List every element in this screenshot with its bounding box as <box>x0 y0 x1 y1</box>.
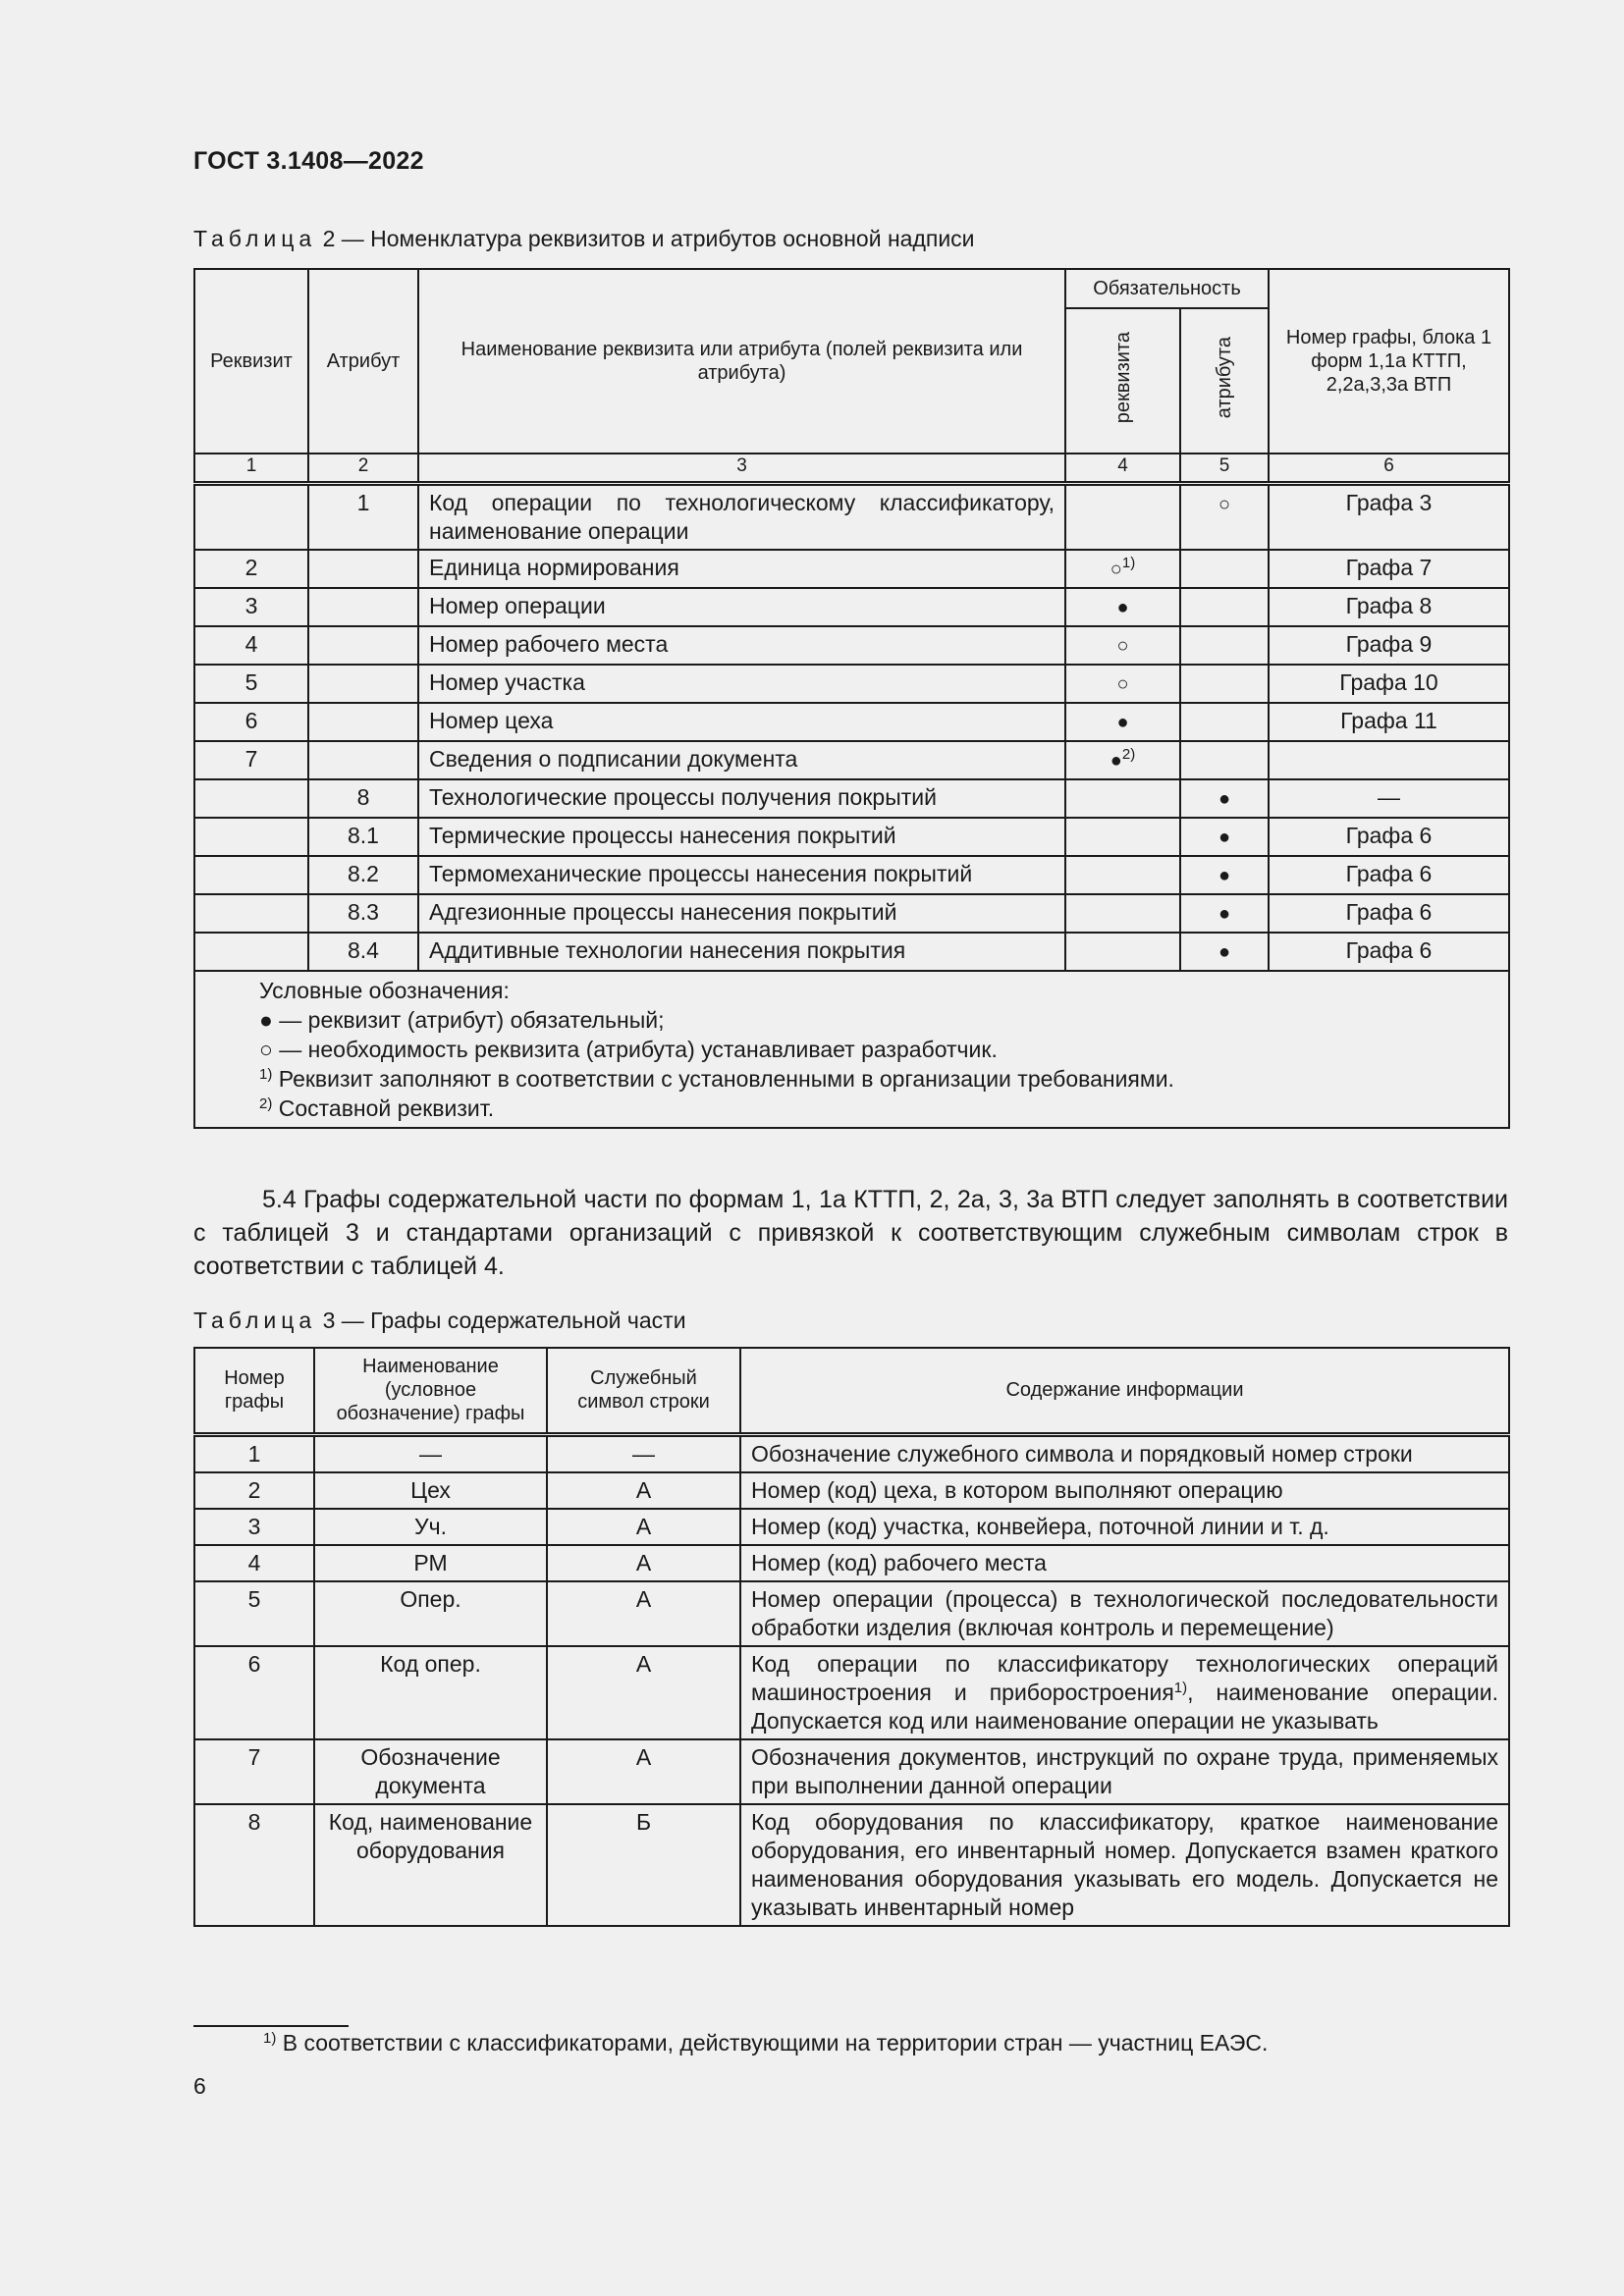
t2-cell-rekvizit <box>194 818 308 856</box>
footnote-marker: 1) <box>1173 1679 1188 1696</box>
t3-cell-num: 6 <box>194 1646 314 1739</box>
t2-cell-name <box>418 818 1065 856</box>
t2-cell-grafa-text: Графа 10 <box>1339 668 1438 695</box>
t3-cell-num: 4 <box>194 1545 314 1581</box>
t3-cell-content <box>740 1581 1509 1646</box>
t2-cell-req-rekv <box>1065 818 1180 856</box>
t2-cell-atribut <box>308 856 418 894</box>
t2-cell-atribut-text: 8.3 <box>348 898 379 925</box>
t2-cell-name-text: Единица нормирования <box>429 554 679 580</box>
t2-cell-grafa <box>1269 550 1509 588</box>
t2-cell-name-text: Номер рабочего места <box>429 630 669 657</box>
t2-cell-name-text: Аддитивные технологии нанесения покрытия <box>429 936 906 963</box>
t3-cell-num: 7 <box>194 1739 314 1804</box>
t3-header-symbol: Служебный символ строки <box>547 1348 740 1434</box>
t2-cell-grafa <box>1269 588 1509 626</box>
t2-colnum: 2 <box>308 454 418 483</box>
t2-colnum: 1 <box>194 454 308 483</box>
t2-cell-atribut <box>308 894 418 933</box>
note1-marker: 1) <box>259 1065 273 1083</box>
page-number: 6 <box>193 2073 206 2099</box>
t2-header-rekvizit: Реквизит <box>194 269 308 454</box>
table2-caption <box>193 226 975 252</box>
t2-row <box>194 933 1509 971</box>
t2-cell-name <box>418 588 1065 626</box>
t3-row <box>194 1739 1509 1804</box>
t2-cell-req-attr <box>1180 933 1269 971</box>
t2-cell-atribut <box>308 779 418 818</box>
footnote <box>263 2030 1268 2056</box>
t3-row <box>194 1646 1509 1739</box>
t2-cell-req-rekv <box>1065 779 1180 818</box>
footnote-marker: 2) <box>1121 745 1136 763</box>
t3-content-text: Номер (код) цеха, в котором выполняют операцию <box>751 1476 1283 1503</box>
t2-cell-grafa-text: Графа 6 <box>1345 898 1433 925</box>
t3-cell-num: 1 <box>194 1434 314 1472</box>
t2-cell-grafa-text: Графа 9 <box>1345 630 1433 657</box>
t2-cell-req-attr <box>1180 818 1269 856</box>
t2-cell-req-attr-text: ● <box>1218 902 1231 925</box>
t2-cell-rekvizit <box>194 550 308 588</box>
t2-row <box>194 550 1509 588</box>
t2-cell-rekvizit-text: 5 <box>244 668 258 695</box>
t2-cell-grafa-text: Графа 3 <box>1345 489 1433 515</box>
t2-colnum: 5 <box>1180 454 1269 483</box>
t3-cell-name: Код, наименование оборудования <box>314 1804 547 1926</box>
t2-row <box>194 703 1509 741</box>
t2-header-obyaz: Обязательность <box>1065 269 1269 308</box>
t2-cell-rekvizit <box>194 483 308 550</box>
t2-row <box>194 483 1509 550</box>
t2-cell-atribut <box>308 626 418 665</box>
t2-cell-atribut <box>308 665 418 703</box>
t2-cell-rekvizit-text: 6 <box>244 707 258 733</box>
t3-cell-content <box>740 1739 1509 1804</box>
t2-cell-atribut <box>308 703 418 741</box>
t3-cell-symbol: А <box>547 1509 740 1545</box>
t2-header-atribut: Атрибут <box>308 269 418 454</box>
t2-cell-grafa-text: Графа 8 <box>1345 592 1433 618</box>
t3-cell-symbol: А <box>547 1545 740 1581</box>
table3 <box>193 1347 1510 1927</box>
t2-cell-req-rekv <box>1065 856 1180 894</box>
t2-cell-name-text: Номер операции <box>429 592 606 618</box>
t3-row <box>194 1545 1509 1581</box>
t2-cell-req-attr-text: ○ <box>1218 493 1231 515</box>
t2-cell-name-text: Номер участка <box>429 668 585 695</box>
t2-cell-req-rekv <box>1065 703 1180 741</box>
t3-cell-content <box>740 1545 1509 1581</box>
t2-cell-name <box>418 665 1065 703</box>
t2-cell-grafa-text: Графа 7 <box>1345 554 1433 580</box>
table3-caption-text: 3 — Графы содержательной части <box>316 1308 686 1333</box>
t2-cell-rekvizit <box>194 588 308 626</box>
t2-row <box>194 894 1509 933</box>
t2-colnum: 6 <box>1269 454 1509 483</box>
t2-cell-req-rekv <box>1065 894 1180 933</box>
t2-cell-name <box>418 483 1065 550</box>
t2-cell-req-rekv <box>1065 933 1180 971</box>
t2-cell-req-attr <box>1180 550 1269 588</box>
t2-cell-req-rekv-text: ● <box>1116 711 1129 733</box>
t2-cell-rekvizit <box>194 626 308 665</box>
t2-cell-rekvizit <box>194 779 308 818</box>
t2-cell-req-attr-text: ● <box>1218 787 1231 810</box>
footnote-text: В соответствии с классификаторами, действующими на территории стран — участниц ЕАЭС. <box>276 2030 1269 2056</box>
note1-text: Реквизит заполняют в соответствии с установленными в организации требованиями. <box>272 1065 1174 1092</box>
legend-filled: ● — реквизит (атрибут) обязательный; <box>259 1006 665 1033</box>
table3-caption-word: Таблица <box>193 1308 317 1333</box>
t3-cell-content <box>740 1434 1509 1472</box>
t2-cell-atribut <box>308 483 418 550</box>
t2-legend <box>194 971 1509 1128</box>
t2-cell-atribut <box>308 741 418 779</box>
footnote-marker: 1) <box>1121 554 1136 571</box>
t3-cell-name: Код опер. <box>314 1646 547 1739</box>
t2-cell-name-text: Код операции по технологическому классификатору, наименование операции <box>429 489 1055 544</box>
t2-cell-name-text: Термомеханические процессы нанесения покрытий <box>429 860 973 886</box>
t2-row <box>194 626 1509 665</box>
t2-cell-req-attr <box>1180 665 1269 703</box>
table2 <box>193 268 1510 1129</box>
t2-cell-req-rekv <box>1065 483 1180 550</box>
t2-cell-name <box>418 741 1065 779</box>
t2-cell-name <box>418 894 1065 933</box>
t2-cell-atribut-text: 8.1 <box>348 822 379 848</box>
t2-cell-req-attr-text: ● <box>1218 826 1231 848</box>
t2-cell-rekvizit <box>194 703 308 741</box>
t2-row <box>194 588 1509 626</box>
t2-cell-grafa <box>1269 856 1509 894</box>
t3-cell-num: 2 <box>194 1472 314 1509</box>
t2-cell-req-attr <box>1180 483 1269 550</box>
page-header: ГОСТ 3.1408—2022 <box>193 147 424 175</box>
t2-cell-atribut <box>308 933 418 971</box>
table2-caption-word: Таблица <box>193 226 317 251</box>
table2-caption-text: 2 — Номенклатура реквизитов и атрибутов основной надписи <box>316 226 975 251</box>
t3-cell-content <box>740 1804 1509 1926</box>
t3-cell-symbol: Б <box>547 1804 740 1926</box>
t3-header-name: Наименование (условное обозначение) графы <box>314 1348 547 1434</box>
t3-cell-content <box>740 1646 1509 1739</box>
t2-cell-name <box>418 550 1065 588</box>
t3-cell-num: 8 <box>194 1804 314 1926</box>
t3-cell-num: 3 <box>194 1509 314 1545</box>
t3-row <box>194 1434 1509 1472</box>
t2-cell-rekvizit <box>194 933 308 971</box>
t2-cell-req-attr-text: ● <box>1218 940 1231 963</box>
t3-row <box>194 1804 1509 1926</box>
t2-cell-req-rekv <box>1065 588 1180 626</box>
t3-cell-symbol: А <box>547 1739 740 1804</box>
t3-cell-name: Цех <box>314 1472 547 1509</box>
t2-cell-req-rekv <box>1065 626 1180 665</box>
t3-cell-symbol: А <box>547 1472 740 1509</box>
t3-cell-symbol: А <box>547 1646 740 1739</box>
t2-cell-req-attr <box>1180 779 1269 818</box>
t2-cell-grafa <box>1269 779 1509 818</box>
t2-row <box>194 741 1509 779</box>
t2-cell-atribut-text: 8.2 <box>348 860 379 886</box>
t2-cell-rekvizit-text: 7 <box>244 745 258 772</box>
t2-cell-req-attr-text: ● <box>1218 864 1231 886</box>
t3-row <box>194 1509 1509 1545</box>
t3-content-text: Код операции по классификатору технологических операций машиностроения и приборостроения <box>751 1650 1498 1705</box>
t2-cell-grafa <box>1269 703 1509 741</box>
table3-caption <box>193 1308 686 1334</box>
legend-note2 <box>259 1094 1498 1123</box>
t2-header-obyaz-attr: атрибута <box>1214 337 1235 419</box>
t2-cell-req-attr <box>1180 856 1269 894</box>
t2-cell-rekvizit <box>194 894 308 933</box>
t2-cell-req-rekv <box>1065 665 1180 703</box>
t3-content-text: Номер (код) рабочего места <box>751 1549 1047 1575</box>
legend-title: Условные обозначения: <box>259 977 510 1003</box>
t2-row <box>194 856 1509 894</box>
t2-cell-rekvizit-text: 4 <box>244 630 258 657</box>
t3-cell-content <box>740 1472 1509 1509</box>
t2-cell-req-attr <box>1180 741 1269 779</box>
note2-text: Составной реквизит. <box>272 1095 495 1121</box>
t2-cell-name-text: Термические процессы нанесения покрытий <box>429 822 896 848</box>
t2-cell-req-rekv-text: ○ <box>1110 558 1122 580</box>
t3-cell-symbol: А <box>547 1581 740 1646</box>
t2-cell-grafa <box>1269 894 1509 933</box>
t2-row <box>194 665 1509 703</box>
t2-colnum: 4 <box>1065 454 1180 483</box>
legend-note1 <box>259 1064 1498 1094</box>
footnote-marker: 1) <box>263 2030 277 2047</box>
t3-cell-name: Опер. <box>314 1581 547 1646</box>
t2-cell-req-rekv-text: ● <box>1110 749 1122 772</box>
t2-cell-req-attr <box>1180 703 1269 741</box>
t2-cell-name <box>418 933 1065 971</box>
t2-cell-req-rekv-text: ○ <box>1116 634 1129 657</box>
t2-cell-grafa-text: Графа 11 <box>1340 707 1437 733</box>
legend-empty: ○ — необходимость реквизита (атрибута) устанавливает разработчик. <box>259 1036 998 1062</box>
t3-content-text: Номер (код) участка, конвейера, поточной линии и т. д. <box>751 1513 1329 1539</box>
t2-cell-req-rekv-text: ● <box>1116 596 1129 618</box>
t2-cell-name <box>418 703 1065 741</box>
note2-marker: 2) <box>259 1095 273 1112</box>
t2-cell-atribut-text: 8 <box>356 783 370 810</box>
t2-cell-name <box>418 779 1065 818</box>
t3-content-tail: , наименование операции. Допускается код или наименование операции не указывать <box>751 1679 1498 1734</box>
t2-cell-grafa <box>1269 741 1509 779</box>
t2-cell-atribut <box>308 818 418 856</box>
t3-content-text: Номер операции (процесса) в технологической последовательности обработки изделия (включая контроль и перемещение) <box>751 1585 1498 1640</box>
t2-cell-atribut <box>308 550 418 588</box>
t2-colnum: 3 <box>418 454 1065 483</box>
t2-header-grafa: Номер графы, блока 1 форм 1,1а КТТП, 2,2а,3,3а ВТП <box>1269 269 1509 454</box>
t2-cell-grafa-text: Графа 6 <box>1345 936 1433 963</box>
t2-cell-name <box>418 856 1065 894</box>
t2-cell-name-text: Номер цеха <box>429 707 554 733</box>
t3-cell-name: — <box>314 1434 547 1472</box>
t2-cell-rekvizit-text: 2 <box>244 554 258 580</box>
t2-cell-rekvizit <box>194 665 308 703</box>
paragraph-5-4: 5.4 Графы содержательной части по формам 1, 1а КТТП, 2, 2а, 3, 3а ВТП следует заполнять в соответствии с таблицей 3 и стандартами организаций с привязкой к соответствующим служебным символам строк в соответствии с таблицей 4. <box>193 1186 1508 1280</box>
t2-header-name: Наименование реквизита или атрибута (полей реквизита или атрибута) <box>418 269 1065 454</box>
t3-row <box>194 1472 1509 1509</box>
t2-cell-grafa-text: — <box>1378 783 1400 810</box>
t2-cell-atribut-text: 1 <box>356 489 370 515</box>
t2-cell-grafa <box>1269 818 1509 856</box>
t2-cell-grafa <box>1269 483 1509 550</box>
t3-cell-content <box>740 1509 1509 1545</box>
t2-cell-req-rekv-text: ○ <box>1116 672 1129 695</box>
t2-cell-rekvizit-text: 3 <box>244 592 258 618</box>
t2-row <box>194 818 1509 856</box>
t2-cell-name-text: Адгезионные процессы нанесения покрытий <box>429 898 897 925</box>
t2-cell-req-attr <box>1180 894 1269 933</box>
t2-cell-grafa-text: Графа 6 <box>1345 822 1433 848</box>
t2-cell-grafa-text: Графа 6 <box>1345 860 1433 886</box>
t2-cell-req-attr <box>1180 626 1269 665</box>
t3-cell-symbol: — <box>547 1434 740 1472</box>
t2-cell-req-attr <box>1180 588 1269 626</box>
t3-cell-name: Обозначение документа <box>314 1739 547 1804</box>
t2-cell-atribut-text: 8.4 <box>348 936 379 963</box>
t3-content-text: Код оборудования по классификатору, краткое наименование оборудования, его инвентарный номер. Допускается взамен краткого наименования оборудования указывать его модель. Допускается не указывать инвентарный номер <box>751 1808 1498 1920</box>
t3-header-content: Содержание информации <box>740 1348 1509 1434</box>
t2-cell-name-text: Технологические процессы получения покрытий <box>429 783 937 810</box>
t3-cell-name: Уч. <box>314 1509 547 1545</box>
t2-cell-name <box>418 626 1065 665</box>
t2-cell-req-rekv <box>1065 550 1180 588</box>
t2-cell-name-text: Сведения о подписании документа <box>429 745 798 772</box>
t3-content-text: Обозначение служебного символа и порядковый номер строки <box>751 1440 1413 1467</box>
t2-cell-atribut <box>308 588 418 626</box>
t3-cell-name: РМ <box>314 1545 547 1581</box>
t2-cell-rekvizit <box>194 856 308 894</box>
t2-cell-grafa <box>1269 933 1509 971</box>
t3-cell-num: 5 <box>194 1581 314 1646</box>
t2-header-obyaz-rekv: реквизита <box>1111 332 1134 424</box>
t2-row <box>194 779 1509 818</box>
t3-row <box>194 1581 1509 1646</box>
t3-header-num: Номер графы <box>194 1348 314 1434</box>
t2-cell-grafa <box>1269 665 1509 703</box>
t2-cell-rekvizit <box>194 741 308 779</box>
t2-cell-req-rekv <box>1065 741 1180 779</box>
footnote-rule <box>193 2025 349 2027</box>
t2-cell-grafa <box>1269 626 1509 665</box>
t3-content-text: Обозначения документов, инструкций по охране труда, применяемых при выполнении данной операции <box>751 1743 1498 1798</box>
